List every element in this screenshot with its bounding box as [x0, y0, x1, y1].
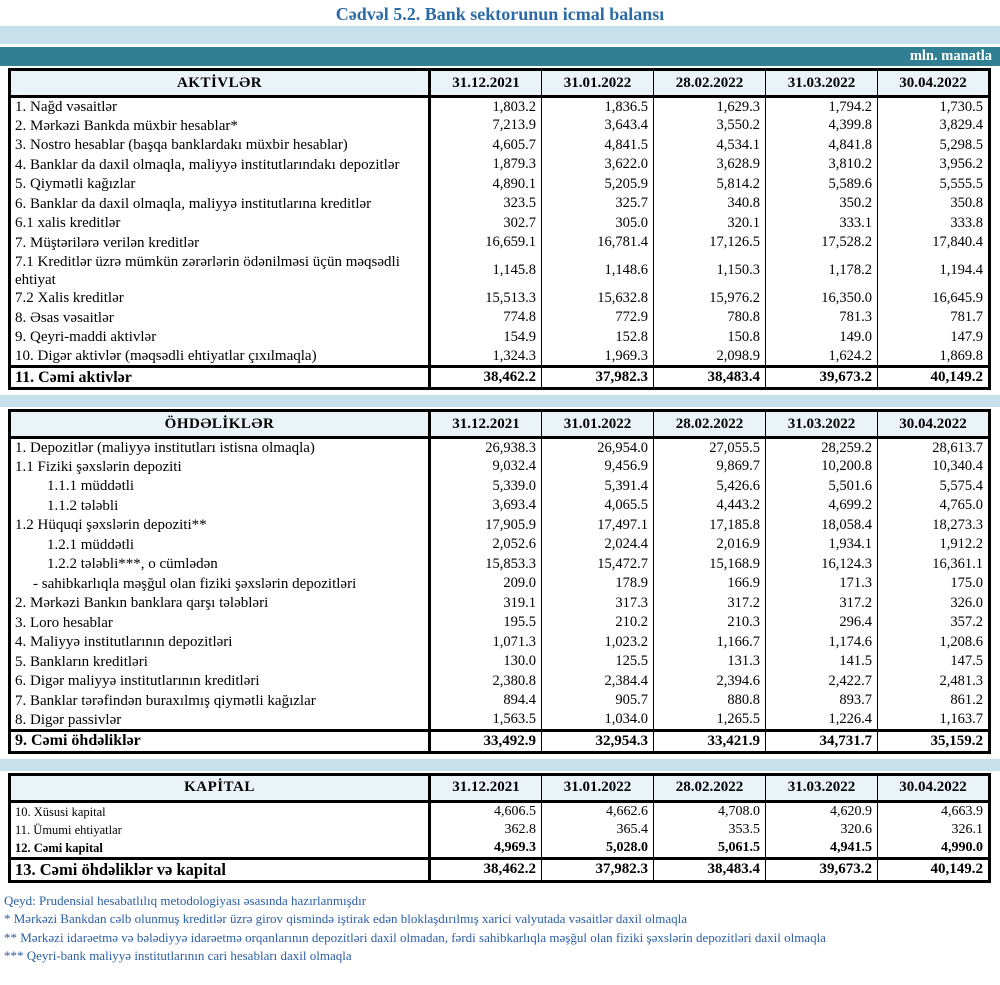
total-value-cell: 40,149.2 — [878, 367, 990, 389]
value-cell: 4,990.0 — [878, 839, 990, 859]
capital-table — [8, 773, 991, 883]
column-header-date: 31.12.2021 — [430, 411, 542, 438]
value-cell: 365.4 — [542, 821, 654, 839]
section-title-capital: KAPİTAL — [10, 774, 430, 801]
table-row — [10, 175, 990, 195]
column-header-date: 30.04.2022 — [878, 774, 990, 801]
table-row — [10, 516, 990, 536]
value-cell: 1,879.3 — [430, 155, 542, 175]
value-cell: 905.7 — [542, 691, 654, 711]
value-cell: 16,645.9 — [878, 289, 990, 309]
footnotes — [0, 892, 1000, 966]
value-cell: 1,803.2 — [430, 97, 542, 117]
assets-table — [8, 68, 991, 390]
value-cell: 1,148.6 — [542, 253, 654, 289]
value-cell: 15,513.3 — [430, 289, 542, 309]
row-label: 6.1 xalis kreditlər — [10, 214, 430, 234]
total-value-cell: 35,159.2 — [878, 730, 990, 752]
value-cell: 209.0 — [430, 574, 542, 594]
value-cell: 5,501.6 — [766, 477, 878, 497]
footnote-line: *** Qeyri-bank maliyyə institutlarının cari hesabları daxil olmaqla — [4, 948, 352, 963]
table-row — [10, 672, 990, 692]
table-row — [10, 328, 990, 348]
footnote-line: ** Mərkəzi idarəetmə və bələdiyyə idarəetmə orqanlarının depozitləri daxil olmadan, fərdi sahibkarlıqla məşğul olan fiziki şəxslərin depozitləri daxil olmaqla — [4, 929, 826, 945]
value-cell: 5,814.2 — [654, 175, 766, 195]
value-cell: 9,456.9 — [542, 457, 654, 477]
value-cell: 1,226.4 — [766, 711, 878, 731]
row-label: 6. Digər maliyyə institutlarının kreditləri — [10, 672, 430, 692]
value-cell: 15,168.9 — [654, 555, 766, 575]
value-cell: 1,969.3 — [542, 347, 654, 367]
value-cell: 4,841.8 — [766, 136, 878, 156]
column-header-date: 30.04.2022 — [878, 411, 990, 438]
row-label: 2. Mərkəzi Bankda müxbir hesablar* — [10, 116, 430, 136]
value-cell: 2,380.8 — [430, 672, 542, 692]
value-cell: 17,185.8 — [654, 516, 766, 536]
row-label: 10. Xüsusi kapital — [10, 801, 430, 821]
column-header-date: 28.02.2022 — [654, 70, 766, 97]
row-label: 7.2 Xalis kreditlər — [10, 289, 430, 309]
value-cell: 154.9 — [430, 328, 542, 348]
total-label: 9. Cəmi öhdəliklər — [10, 730, 430, 752]
value-cell: 894.4 — [430, 691, 542, 711]
row-label: 1.2 Hüquqi şəxslərin depoziti** — [10, 516, 430, 536]
total-value-cell: 37,982.3 — [542, 367, 654, 389]
value-cell: 353.5 — [654, 821, 766, 839]
value-cell: 2,422.7 — [766, 672, 878, 692]
table-row — [10, 711, 990, 731]
total-value-cell: 38,483.4 — [654, 367, 766, 389]
value-cell: 1,163.7 — [878, 711, 990, 731]
value-cell: 5,426.6 — [654, 477, 766, 497]
value-cell: 3,622.0 — [542, 155, 654, 175]
section-separator — [0, 395, 1000, 407]
value-cell: 15,976.2 — [654, 289, 766, 309]
row-label: 1.1.1 müddətli — [10, 477, 430, 497]
value-cell: 3,643.4 — [542, 116, 654, 136]
value-cell: 4,890.1 — [430, 175, 542, 195]
value-cell: 1,208.6 — [878, 633, 990, 653]
value-cell: 5,575.4 — [878, 477, 990, 497]
table-row — [10, 555, 990, 575]
row-label: 9. Qeyri-maddi aktivlər — [10, 328, 430, 348]
value-cell: 1,730.5 — [878, 97, 990, 117]
footnote-line: Qeyd: Prudensial hesabatlılıq metodologiyası əsasında hazırlanmışdır — [4, 892, 367, 908]
value-cell: 4,662.6 — [542, 801, 654, 821]
value-cell: 302.7 — [430, 214, 542, 234]
value-cell: 26,954.0 — [542, 438, 654, 458]
value-cell: 880.8 — [654, 691, 766, 711]
row-label: 8. Əsas vəsaitlər — [10, 308, 430, 328]
value-cell: 16,659.1 — [430, 233, 542, 253]
row-label: 4. Maliyyə institutlarının depozitləri — [10, 633, 430, 653]
row-label: 11. Ümumi ehtiyatlar — [10, 821, 430, 839]
row-label: 8. Digər passivlər — [10, 711, 430, 731]
value-cell: 317.2 — [654, 594, 766, 614]
value-cell: 3,956.2 — [878, 155, 990, 175]
value-cell: 5,028.0 — [542, 839, 654, 859]
table-row — [10, 594, 990, 614]
value-cell: 296.4 — [766, 613, 878, 633]
column-header-date: 28.02.2022 — [654, 411, 766, 438]
row-label: 7. Müştərilərə verilən kreditlər — [10, 233, 430, 253]
value-cell: 1,869.8 — [878, 347, 990, 367]
value-cell: 4,841.5 — [542, 136, 654, 156]
row-label: 2. Mərkəzi Bankın banklara qarşı tələbləri — [10, 594, 430, 614]
value-cell: 362.8 — [430, 821, 542, 839]
table-row — [10, 253, 990, 289]
value-cell: 5,339.0 — [430, 477, 542, 497]
value-cell: 4,606.5 — [430, 801, 542, 821]
table-row — [10, 477, 990, 497]
table-row — [10, 633, 990, 653]
value-cell: 5,589.6 — [766, 175, 878, 195]
row-label: 1.2.1 müddətli — [10, 535, 430, 555]
value-cell: 1,563.5 — [430, 711, 542, 731]
value-cell: 320.1 — [654, 214, 766, 234]
column-header-date: 31.12.2021 — [430, 774, 542, 801]
row-label: 4. Banklar da daxil olmaqla, maliyyə institutlarındakı depozitlər — [10, 155, 430, 175]
value-cell: 1,145.8 — [430, 253, 542, 289]
table-row — [10, 535, 990, 555]
value-cell: 195.5 — [430, 613, 542, 633]
total-value-cell: 37,982.3 — [542, 858, 654, 881]
value-cell: 1,194.4 — [878, 253, 990, 289]
value-cell: 4,443.2 — [654, 496, 766, 516]
value-cell: 5,205.9 — [542, 175, 654, 195]
value-cell: 149.0 — [766, 328, 878, 348]
column-header-date: 31.01.2022 — [542, 774, 654, 801]
total-value-cell: 38,483.4 — [654, 858, 766, 881]
total-value-cell: 38,462.2 — [430, 367, 542, 389]
table-row — [10, 613, 990, 633]
row-label: 5. Qiymətli kağızlar — [10, 175, 430, 195]
header-row-assets — [10, 70, 990, 97]
value-cell: 1,934.1 — [766, 535, 878, 555]
value-cell: 10,340.4 — [878, 457, 990, 477]
value-cell: 323.5 — [430, 194, 542, 214]
value-cell: 1,624.2 — [766, 347, 878, 367]
value-cell: 781.3 — [766, 308, 878, 328]
value-cell: 7,213.9 — [430, 116, 542, 136]
table-row — [10, 136, 990, 156]
value-cell: 4,620.9 — [766, 801, 878, 821]
value-cell: 4,708.0 — [654, 801, 766, 821]
value-cell: 15,853.3 — [430, 555, 542, 575]
value-cell: 1,836.5 — [542, 97, 654, 117]
column-header-date: 31.12.2021 — [430, 70, 542, 97]
row-label: 10. Digər aktivlər (məqsədli ehtiyatlar çıxılmaqla) — [10, 347, 430, 367]
table-row — [10, 652, 990, 672]
total-row-capital — [10, 858, 990, 881]
table-row — [10, 116, 990, 136]
table-row — [10, 801, 990, 821]
row-label: 1.2.2 tələbli***, o cümlədən — [10, 555, 430, 575]
value-cell: 147.9 — [878, 328, 990, 348]
row-label: 3. Loro hesablar — [10, 613, 430, 633]
table-row — [10, 233, 990, 253]
value-cell: 15,632.8 — [542, 289, 654, 309]
table-row — [10, 347, 990, 367]
value-cell: 125.5 — [542, 652, 654, 672]
value-cell: 10,200.8 — [766, 457, 878, 477]
value-cell: 2,098.9 — [654, 347, 766, 367]
row-label: 6. Banklar da daxil olmaqla, maliyyə institutlarına kreditlər — [10, 194, 430, 214]
table-row — [10, 289, 990, 309]
value-cell: 152.8 — [542, 328, 654, 348]
value-cell: 28,613.7 — [878, 438, 990, 458]
value-cell: 1,174.6 — [766, 633, 878, 653]
table-row — [10, 214, 990, 234]
value-cell: 5,061.5 — [654, 839, 766, 859]
value-cell: 1,166.7 — [654, 633, 766, 653]
footnote-line: * Mərkəzi Bankdan cəlb olunmuş kreditlər üzrə girov qismində iştirak edən bloklaşdırılmış xarici valyutada vəsaitlər daxil olmaqla — [4, 911, 688, 926]
value-cell: 357.2 — [878, 613, 990, 633]
row-label: 5. Bankların kreditləri — [10, 652, 430, 672]
value-cell: 210.3 — [654, 613, 766, 633]
value-cell: 350.2 — [766, 194, 878, 214]
value-cell: 141.5 — [766, 652, 878, 672]
value-cell: 147.5 — [878, 652, 990, 672]
value-cell: 17,528.2 — [766, 233, 878, 253]
row-label: 1. Depozitlər (maliyyə institutları istisna olmaqla) — [10, 438, 430, 458]
row-label: 1. Nağd vəsaitlər — [10, 97, 430, 117]
value-cell: 1,071.3 — [430, 633, 542, 653]
table-row — [10, 308, 990, 328]
total-value-cell: 33,492.9 — [430, 730, 542, 752]
value-cell: 893.7 — [766, 691, 878, 711]
value-cell: 1,034.0 — [542, 711, 654, 731]
unit-band — [0, 47, 1000, 66]
total-value-cell: 34,731.7 — [766, 730, 878, 752]
column-header-date: 30.04.2022 — [878, 70, 990, 97]
total-row-assets — [10, 367, 990, 389]
value-cell: 5,298.5 — [878, 136, 990, 156]
section-separator — [0, 759, 1000, 771]
table-row — [10, 839, 990, 859]
value-cell: 340.8 — [654, 194, 766, 214]
row-label: 1.1 Fiziki şəxslərin depoziti — [10, 457, 430, 477]
row-label: 7. Banklar tərəfindən buraxılmış qiymətli kağızlar — [10, 691, 430, 711]
table-row — [10, 574, 990, 594]
value-cell: 9,869.7 — [654, 457, 766, 477]
value-cell: 1,023.2 — [542, 633, 654, 653]
value-cell: 15,472.7 — [542, 555, 654, 575]
table-row — [10, 194, 990, 214]
table-row — [10, 821, 990, 839]
value-cell: 2,024.4 — [542, 535, 654, 555]
value-cell: 325.7 — [542, 194, 654, 214]
value-cell: 16,124.3 — [766, 555, 878, 575]
total-label: 13. Cəmi öhdəliklər və kapital — [10, 858, 430, 881]
value-cell: 2,481.3 — [878, 672, 990, 692]
value-cell: 16,350.0 — [766, 289, 878, 309]
value-cell: 4,663.9 — [878, 801, 990, 821]
value-cell: 781.7 — [878, 308, 990, 328]
value-cell: 3,550.2 — [654, 116, 766, 136]
value-cell: 150.8 — [654, 328, 766, 348]
value-cell: 317.2 — [766, 594, 878, 614]
value-cell: 2,052.6 — [430, 535, 542, 555]
value-cell: 4,065.5 — [542, 496, 654, 516]
total-value-cell: 38,462.2 — [430, 858, 542, 881]
total-row-liabilities — [10, 730, 990, 752]
total-value-cell: 39,673.2 — [766, 367, 878, 389]
value-cell: 17,497.1 — [542, 516, 654, 536]
value-cell: 3,628.9 — [654, 155, 766, 175]
value-cell: 178.9 — [542, 574, 654, 594]
value-cell: 326.0 — [878, 594, 990, 614]
value-cell: 1,150.3 — [654, 253, 766, 289]
value-cell: 350.8 — [878, 194, 990, 214]
value-cell: 16,361.1 — [878, 555, 990, 575]
value-cell: 27,055.5 — [654, 438, 766, 458]
section-title-assets: AKTİVLƏR — [10, 70, 430, 97]
value-cell: 4,534.1 — [654, 136, 766, 156]
row-label: 1.1.2 tələbli — [10, 496, 430, 516]
row-label: 7.1 Kreditlər üzrə mümkün zərərlərin ödənilməsi üçün məqsədli ehtiyat — [10, 253, 430, 289]
value-cell: 3,810.2 — [766, 155, 878, 175]
table-row — [10, 438, 990, 458]
column-header-date: 31.03.2022 — [766, 70, 878, 97]
value-cell: 9,032.4 — [430, 457, 542, 477]
value-cell: 210.2 — [542, 613, 654, 633]
value-cell: 319.1 — [430, 594, 542, 614]
value-cell: 774.8 — [430, 308, 542, 328]
table-row — [10, 496, 990, 516]
table-row — [10, 155, 990, 175]
value-cell: 780.8 — [654, 308, 766, 328]
value-cell: 1,178.2 — [766, 253, 878, 289]
value-cell: 2,394.6 — [654, 672, 766, 692]
value-cell: 131.3 — [654, 652, 766, 672]
value-cell: 1,629.3 — [654, 97, 766, 117]
total-value-cell: 40,149.2 — [878, 858, 990, 881]
table-row — [10, 457, 990, 477]
page-title: Cədvəl 5.2. Bank sektorunun icmal balansı — [335, 4, 665, 24]
total-label: 11. Cəmi aktivlər — [10, 367, 430, 389]
value-cell: 17,840.4 — [878, 233, 990, 253]
value-cell: 4,969.3 — [430, 839, 542, 859]
header-row-capital — [10, 774, 990, 801]
value-cell: 2,384.4 — [542, 672, 654, 692]
value-cell: 17,905.9 — [430, 516, 542, 536]
value-cell: 4,605.7 — [430, 136, 542, 156]
unit-label: mln. manatla — [909, 48, 992, 64]
value-cell: 3,693.4 — [430, 496, 542, 516]
value-cell: 4,699.2 — [766, 496, 878, 516]
total-value-cell: 33,421.9 — [654, 730, 766, 752]
value-cell: 317.3 — [542, 594, 654, 614]
value-cell: 3,829.4 — [878, 116, 990, 136]
decorative-band-light — [0, 26, 1000, 44]
value-cell: 16,781.4 — [542, 233, 654, 253]
value-cell: 4,941.5 — [766, 839, 878, 859]
section-title-liabilities: ÖHDƏLİKLƏR — [10, 411, 430, 438]
column-header-date: 31.03.2022 — [766, 774, 878, 801]
value-cell: 333.8 — [878, 214, 990, 234]
value-cell: 175.0 — [878, 574, 990, 594]
value-cell: 171.3 — [766, 574, 878, 594]
value-cell: 5,555.5 — [878, 175, 990, 195]
value-cell: 28,259.2 — [766, 438, 878, 458]
value-cell: 18,058.4 — [766, 516, 878, 536]
table-row — [10, 691, 990, 711]
value-cell: 4,399.8 — [766, 116, 878, 136]
column-header-date: 31.01.2022 — [542, 411, 654, 438]
value-cell: 772.9 — [542, 308, 654, 328]
value-cell: 130.0 — [430, 652, 542, 672]
value-cell: 2,016.9 — [654, 535, 766, 555]
row-label: - sahibkarlıqla məşğul olan fiziki şəxslərin depozitləri — [10, 574, 430, 594]
value-cell: 1,265.5 — [654, 711, 766, 731]
value-cell: 5,391.4 — [542, 477, 654, 497]
value-cell: 1,912.2 — [878, 535, 990, 555]
value-cell: 18,273.3 — [878, 516, 990, 536]
value-cell: 26,938.3 — [430, 438, 542, 458]
header-row-liabilities — [10, 411, 990, 438]
column-header-date: 31.03.2022 — [766, 411, 878, 438]
value-cell: 1,794.2 — [766, 97, 878, 117]
table-row — [10, 97, 990, 117]
value-cell: 320.6 — [766, 821, 878, 839]
liabilities-table — [8, 409, 991, 754]
total-value-cell: 39,673.2 — [766, 858, 878, 881]
row-label: 12. Cəmi kapital — [10, 839, 430, 859]
value-cell: 17,126.5 — [654, 233, 766, 253]
column-header-date: 31.01.2022 — [542, 70, 654, 97]
value-cell: 305.0 — [542, 214, 654, 234]
value-cell: 326.1 — [878, 821, 990, 839]
value-cell: 1,324.3 — [430, 347, 542, 367]
value-cell: 166.9 — [654, 574, 766, 594]
row-label: 3. Nostro hesablar (başqa banklardakı müxbir hesablar) — [10, 136, 430, 156]
value-cell: 4,765.0 — [878, 496, 990, 516]
value-cell: 861.2 — [878, 691, 990, 711]
value-cell: 333.1 — [766, 214, 878, 234]
column-header-date: 28.02.2022 — [654, 774, 766, 801]
total-value-cell: 32,954.3 — [542, 730, 654, 752]
